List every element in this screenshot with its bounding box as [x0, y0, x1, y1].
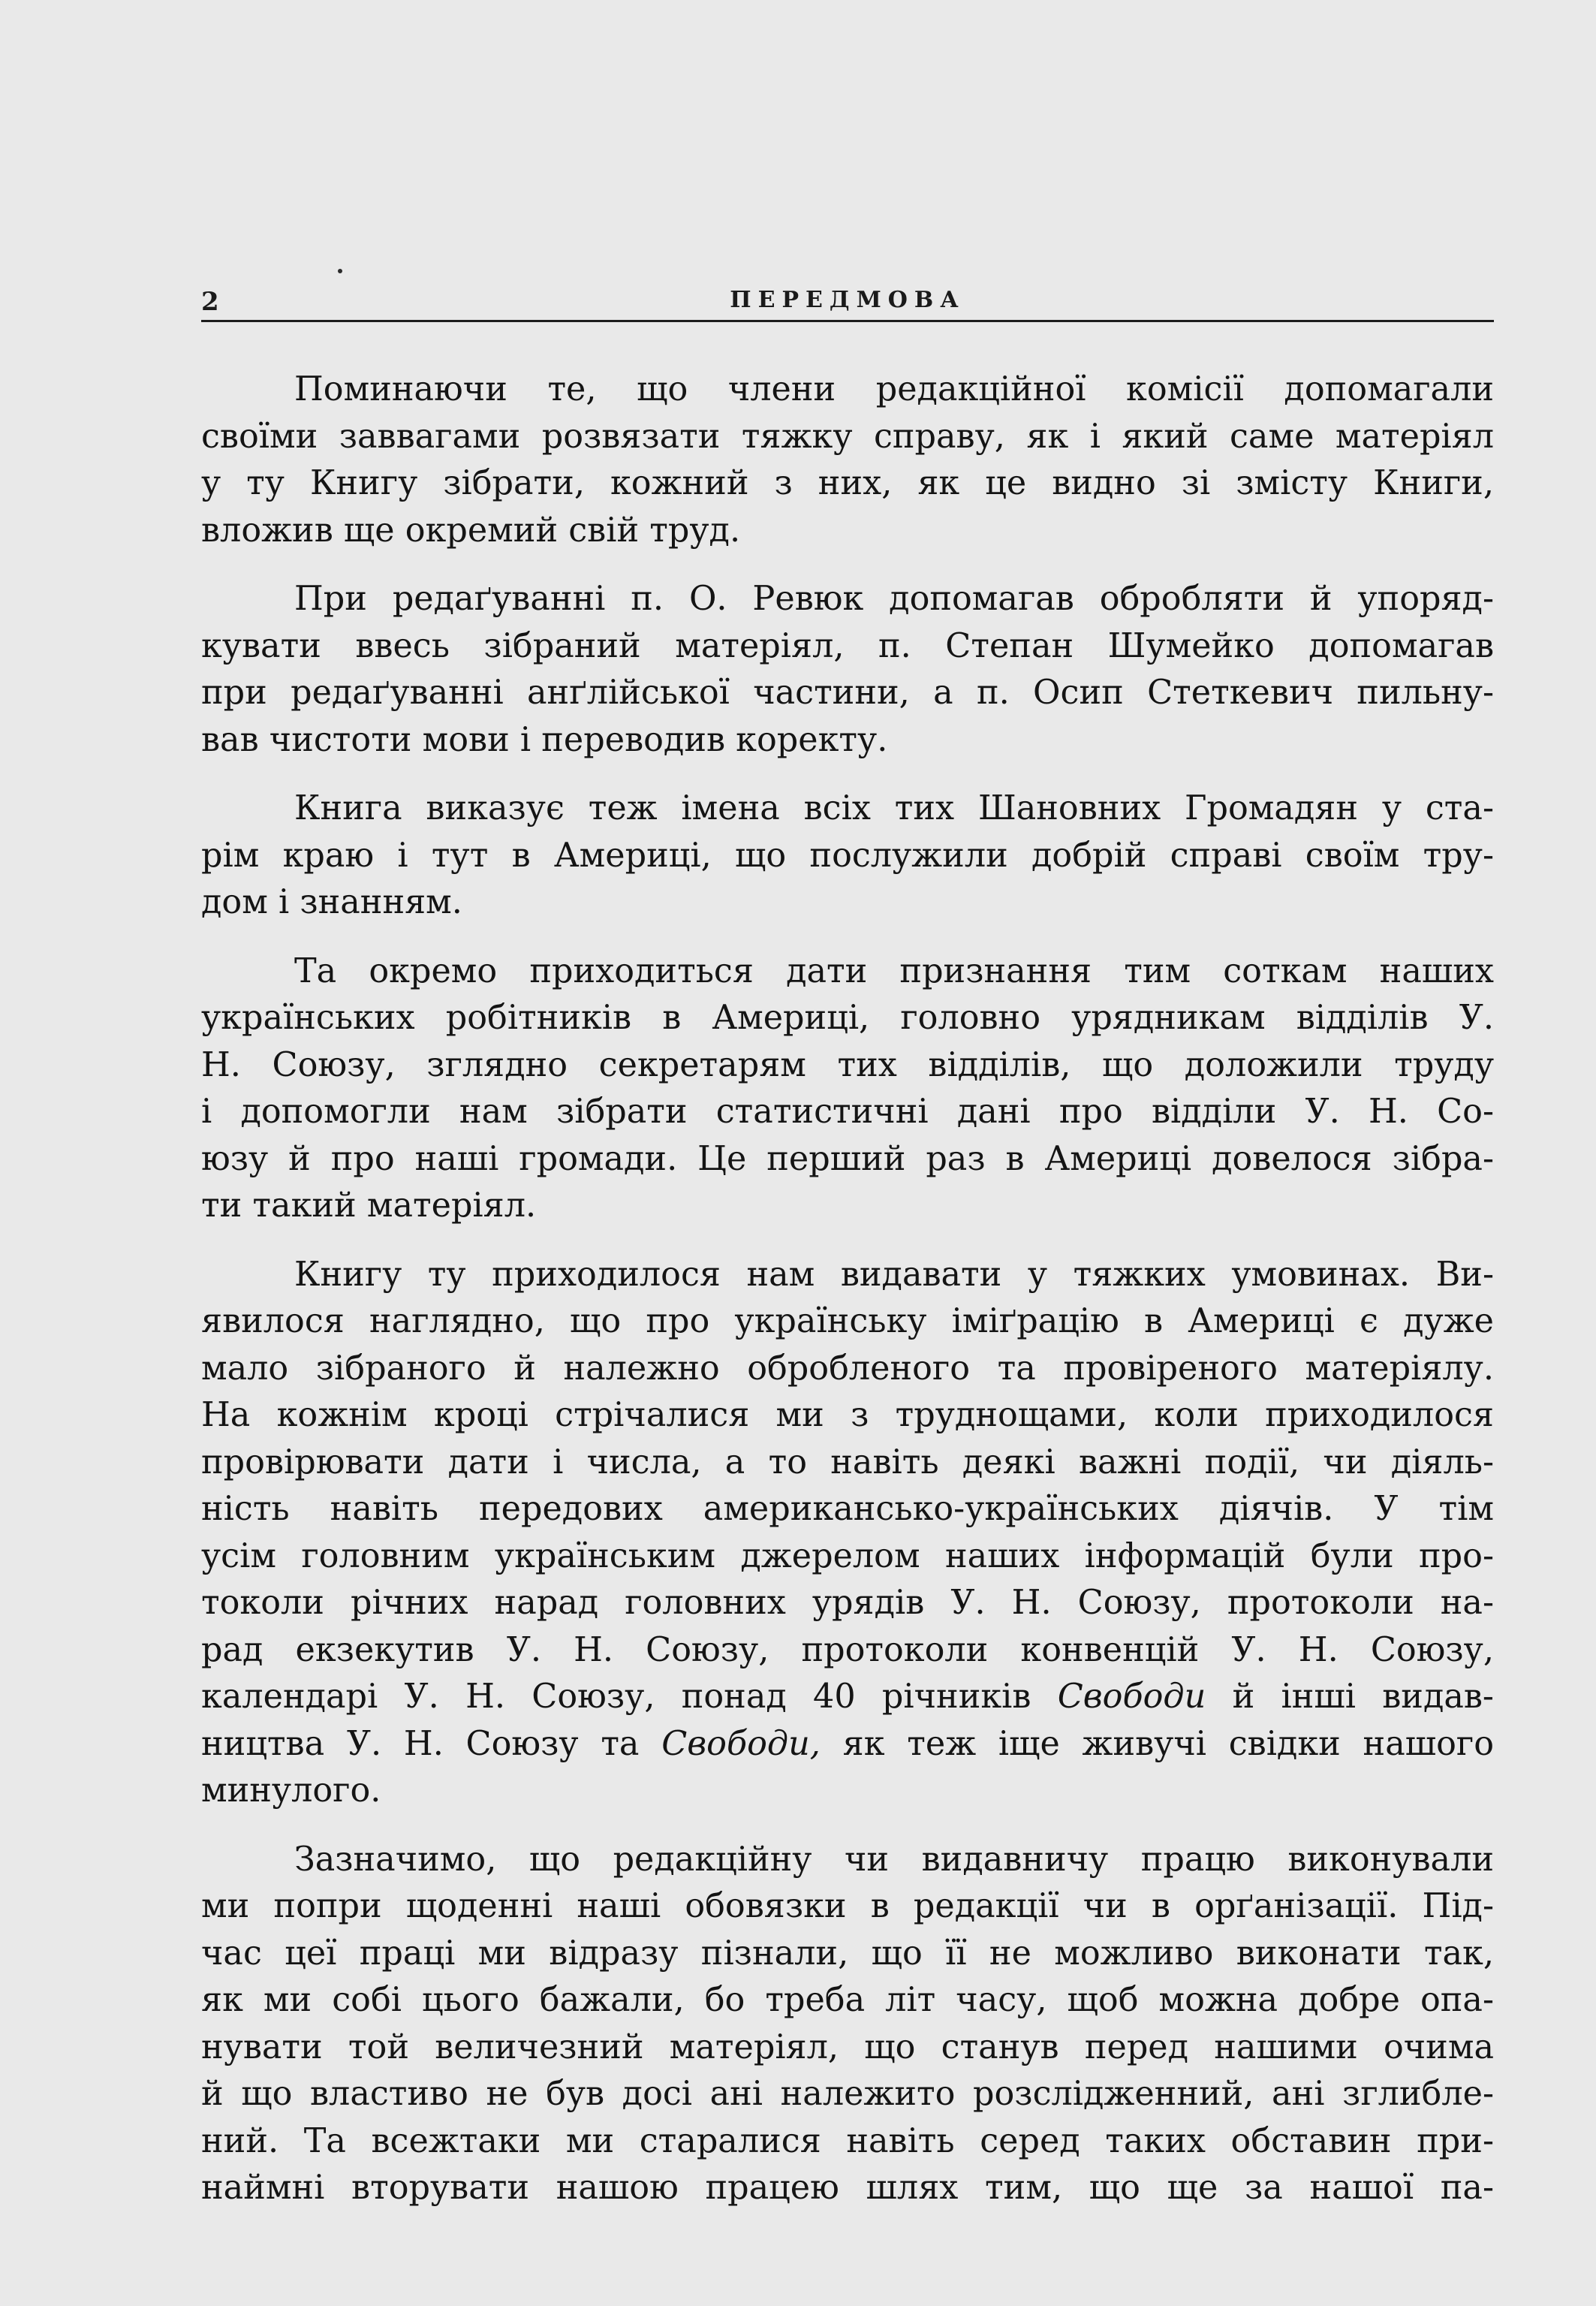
text-line: минулого. — [201, 1771, 381, 1810]
text-line: Книгу ту приходилося нам видавати у тяжких умовинах. Ви- — [294, 1255, 1494, 1294]
body-text — [201, 366, 1494, 2234]
italic-title: Свободи — [1057, 1678, 1206, 1716]
text-line: час цеї праці ми відразу пізнали, що її не можливо виконати так, — [201, 1934, 1494, 1973]
text-line: Книга виказує теж імена всіх тих Шановних Громадян у ста- — [294, 789, 1494, 827]
text-line: своїми заввагами розвязати тяжку справу, як і який саме матеріял — [201, 417, 1494, 456]
text-line-mixed — [201, 1721, 1494, 1768]
text-line: ти такий матеріял. — [201, 1186, 537, 1225]
text-line: мало зібраного й належно обробленого та провіреного матеріялу. — [201, 1349, 1494, 1388]
page-header — [201, 285, 1494, 322]
text-line: вав чистоти мови і переводив коректу. — [201, 720, 888, 759]
paragraph — [201, 1837, 1494, 2212]
text-line: Та окремо приходиться дати признання тим соткам наших — [294, 951, 1494, 990]
text-line: при редаґуванні анґлійської частини, а п. Осип Стеткевич пильну- — [201, 674, 1494, 712]
ink-speck — [338, 269, 342, 273]
text-segment: й інші видав- — [1232, 1678, 1494, 1716]
text-segment: календарі У. Н. Союзу, понад 40 річників — [201, 1678, 1031, 1716]
paragraph — [201, 366, 1494, 554]
text-line: При редаґуванні п. О. Ревюк допомагав обробляти й упоряд- — [294, 580, 1494, 618]
text-line: наймні вторувати нашою працею шлях тим, що ще за нашої па- — [201, 2169, 1494, 2207]
italic-title: Свободи, — [661, 1724, 821, 1763]
text-line: провірювати дати і числа, а то навіть деякі важні події, чи діяль- — [201, 1442, 1494, 1482]
paragraph — [201, 1252, 1494, 1815]
text-line: рім краю і тут в Америці, що послужили добрій справі своїм тру- — [201, 836, 1494, 875]
text-line: українських робітників в Америці, головно урядникам відділів У. — [201, 999, 1494, 1037]
text-line: у ту Книгу зібрати, кожний з них, як це видно зі змісту Книги, — [201, 464, 1494, 502]
page-number: 2 — [201, 287, 219, 317]
text-line: дом і знанням. — [201, 883, 462, 921]
running-title: ПЕРЕДМОВА — [730, 287, 965, 313]
text-line: і допомогли нам зібрати статистичні дані про відділи У. Н. Со- — [201, 1093, 1494, 1131]
text-line: як ми собі цього бажали, бо треба літ часу, щоб можна добре опа- — [201, 1981, 1494, 2019]
text-line: ність навіть передових американсько-українських діячів. У тім — [201, 1490, 1494, 1528]
text-line: ний. Та всежтаки ми старалися навіть серед таких обставин при- — [201, 2121, 1494, 2160]
text-line: рад екзекутив У. Н. Союзу, протоколи конвенцій У. Н. Союзу, — [201, 1630, 1494, 1669]
text-line-mixed — [201, 1674, 1494, 1721]
text-line: усім головним українським джерелом наших інформацій були про- — [201, 1536, 1494, 1575]
text-line: нувати той величезний матеріял, що станув перед нашими очима — [201, 2027, 1494, 2066]
text-line: ми попри щоденні наші обовязки в редакції чи в орґанізації. Під- — [201, 1887, 1494, 1925]
text-line: явилося наглядно, що про українську іміґрацію в Америці є дуже — [201, 1302, 1494, 1340]
paragraph — [201, 948, 1494, 1230]
paragraph — [201, 576, 1494, 764]
text-segment: як теж іще живучі свідки нашого — [842, 1724, 1494, 1763]
text-line: Поминаючи те, що члени редакційної комісії допомагали — [294, 370, 1494, 408]
text-line: На кожнім кроці стрічалися ми з труднощами, коли приходилося — [201, 1396, 1494, 1434]
text-segment: ництва У. Н. Союзу та — [201, 1724, 640, 1763]
text-line: й що властиво не був досі ані належито розслідженний, ані зглибле- — [201, 2075, 1494, 2113]
text-line: Зазначимо, що редакційну чи видавничу працю виконували — [294, 1840, 1494, 1879]
text-line: токоли річних нарад головних урядів У. Н. Союзу, протоколи на- — [201, 1584, 1494, 1622]
paragraph — [201, 785, 1494, 927]
text-line: Н. Союзу, зглядно секретарям тих відділів, що доложили труду — [201, 1045, 1494, 1084]
text-line: кувати ввесь зібраний матеріял, п. Степан Шумейко допомагав — [201, 626, 1494, 665]
text-line: вложив ще окремий свій труд. — [201, 511, 741, 550]
text-line: юзу й про наші громади. Це перший раз в Америці довелося зібра- — [201, 1139, 1494, 1178]
